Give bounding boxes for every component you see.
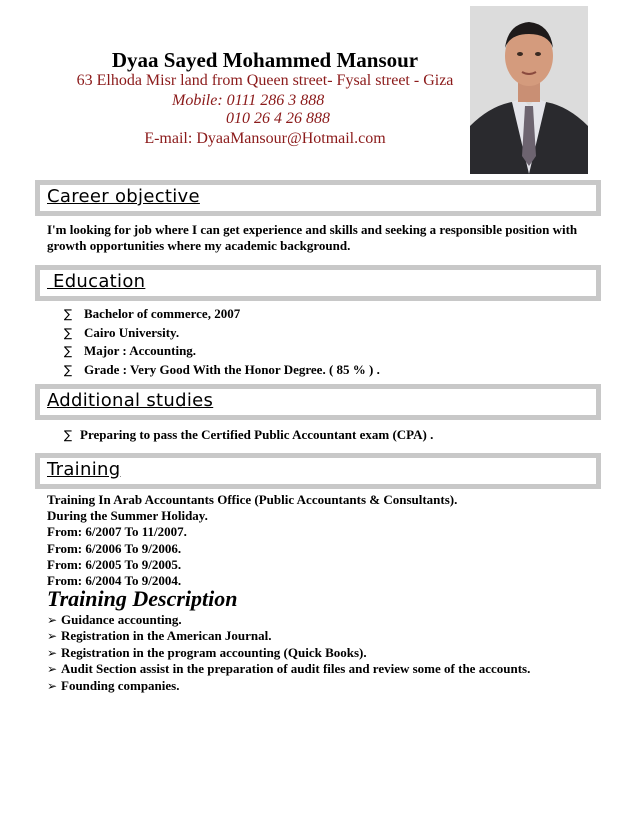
mobile-secondary: 010 26 4 26 888 bbox=[226, 110, 330, 127]
arrow-bullet-icon: ➢ bbox=[47, 678, 58, 693]
training-line: From: 6/2006 To 9/2006. bbox=[47, 540, 182, 556]
list-item: ➢ Registration in the program accounting (Quick Books). bbox=[47, 644, 367, 660]
list-item: ∑ Bachelor of commerce, 2007 bbox=[64, 305, 380, 324]
section-career-objective bbox=[35, 180, 601, 216]
list-item: ➢ Audit Section assist in the preparation of audit files and review some of the accounts. bbox=[47, 661, 531, 677]
career-objective-text: I'm looking for job where I can get experience and skills and seeking a responsible position with growth opportunities where my academic background. bbox=[47, 222, 578, 253]
list-item: ∑ Grade : Very Good With the Honor Degree. ( 85 % ) . bbox=[64, 361, 380, 380]
sigma-bullet-icon: ∑ bbox=[64, 325, 73, 340]
list-item: ∑ Major : Accounting. bbox=[64, 342, 380, 361]
section-heading: Additional studies bbox=[47, 390, 214, 411]
arrow-bullet-icon: ➢ bbox=[47, 645, 58, 660]
arrow-bullet-icon: ➢ bbox=[47, 613, 58, 627]
arrow-bullet-icon: ➢ bbox=[47, 662, 58, 677]
training-description-list bbox=[47, 612, 530, 694]
mobile-primary: Mobile: 0111 286 3 888 bbox=[172, 92, 325, 109]
sigma-bullet-icon: ∑ bbox=[64, 428, 73, 442]
section-training bbox=[35, 453, 601, 489]
sigma-bullet-icon: ∑ bbox=[64, 344, 73, 358]
training-line: From: 6/2005 To 9/2005. bbox=[47, 556, 182, 572]
section-heading: Education bbox=[47, 271, 146, 292]
email: E-mail: DyaaMansour@Hotmail.com bbox=[144, 130, 386, 147]
sigma-bullet-icon: ∑ bbox=[64, 362, 73, 377]
cv-header bbox=[0, 0, 638, 180]
section-education bbox=[35, 265, 601, 301]
list-item: ∑ Preparing to pass the Certified Public Accountant exam (CPA) . bbox=[64, 426, 433, 445]
list-item: ➢ Guidance accounting. bbox=[47, 612, 182, 627]
training-description-title: Training Description bbox=[47, 586, 238, 611]
training-line: From: 6/2007 To 11/2007. bbox=[47, 524, 187, 540]
address: 63 Elhoda Misr land from Queen street- Fysal street - Giza bbox=[76, 72, 454, 89]
section-heading: Career objective bbox=[47, 186, 200, 207]
candidate-name: Dyaa Sayed Mohammed Mansour bbox=[111, 48, 419, 72]
list-item: ➢ Registration in the American Journal. bbox=[47, 628, 272, 644]
list-item: ➢ Founding companies. bbox=[47, 677, 180, 693]
training-line: Training In Arab Accountants Office (Public Accountants & Consultants). bbox=[47, 492, 458, 507]
sigma-bullet-icon: ∑ bbox=[64, 307, 73, 321]
list-item: ∑ Cairo University. bbox=[64, 324, 380, 343]
profile-photo bbox=[470, 6, 588, 174]
training-lines bbox=[47, 492, 457, 589]
arrow-bullet-icon: ➢ bbox=[47, 629, 58, 644]
training-line: During the Summer Holiday. bbox=[47, 508, 208, 524]
section-additional-studies bbox=[35, 384, 601, 420]
additional-studies-list bbox=[64, 426, 433, 445]
section-heading: Training bbox=[47, 459, 121, 480]
training-line: From: 6/2004 To 9/2004. bbox=[47, 573, 182, 589]
education-list bbox=[64, 305, 380, 379]
